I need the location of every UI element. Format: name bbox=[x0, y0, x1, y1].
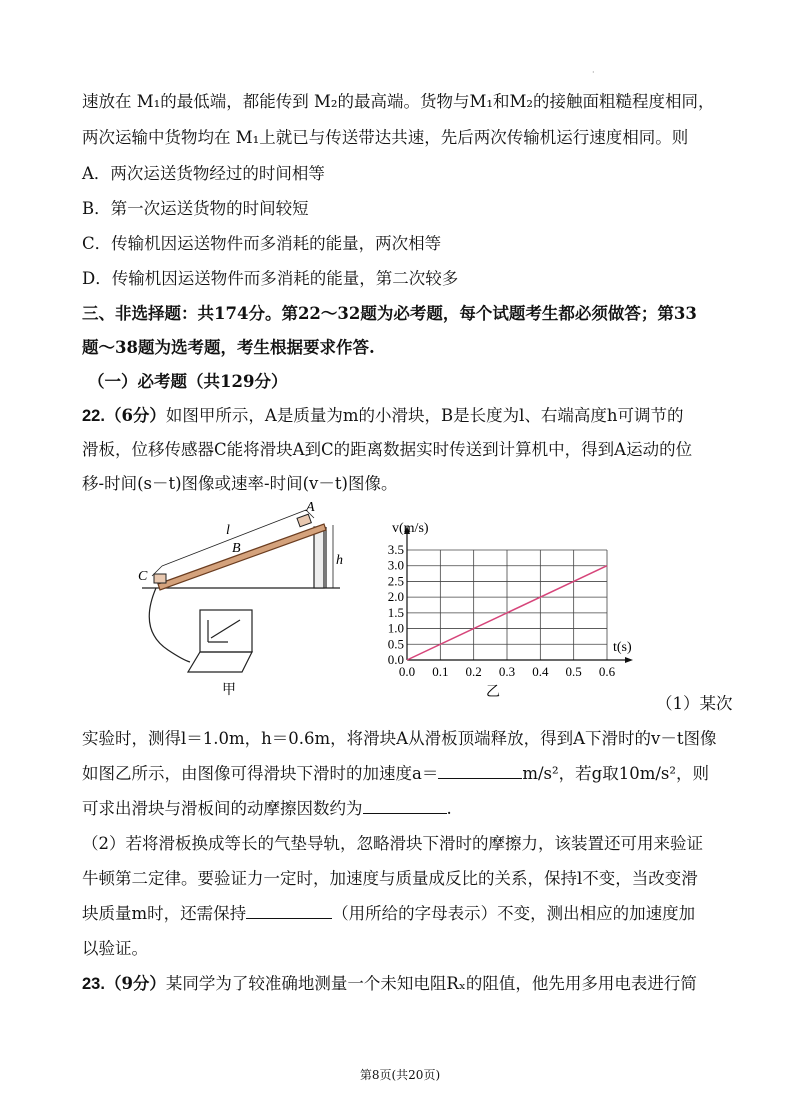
top-dot: · bbox=[592, 68, 595, 77]
q23-line1 bbox=[82, 970, 697, 994]
q22-text1: 如图甲所示，A是质量为m的小滑块，B是长度为l、右端高度h可调节的 bbox=[165, 406, 684, 425]
label-B: B bbox=[232, 541, 241, 556]
option-d: D．传输机因运送物件而多消耗的能量，第二次较多 bbox=[82, 269, 459, 288]
option-b: B．第一次运送货物的时间较短 bbox=[82, 199, 309, 218]
x-axis-arrow bbox=[625, 657, 633, 663]
q21-line1: 速放在 M₁的最低端，都能传到 M₂的最高端。货物与M₁和M₂的接触面粗糙程度相同， bbox=[82, 92, 715, 111]
q22-part2-line4: 以验证。 bbox=[82, 939, 148, 958]
caption-yi: 乙 bbox=[486, 685, 500, 700]
q23-number: 23. bbox=[82, 975, 105, 993]
y-axis-label: v(m/s) bbox=[392, 521, 429, 536]
chart-grid bbox=[407, 550, 607, 660]
q22-score: （6分） bbox=[104, 406, 166, 425]
y-tick-label: 0.0 bbox=[387, 652, 404, 667]
q22-part1-line2 bbox=[82, 760, 709, 784]
sensor-cable bbox=[149, 588, 190, 662]
q22-part1-start: （1）某次 bbox=[656, 694, 733, 713]
chart-axes bbox=[404, 526, 633, 663]
computer-icon bbox=[188, 610, 252, 672]
y-tick-label: 2.0 bbox=[387, 589, 404, 605]
q22-line1 bbox=[82, 402, 684, 426]
figure-jia bbox=[128, 500, 358, 696]
y-tick-label: 3.0 bbox=[387, 557, 404, 573]
q22-part1-period: . bbox=[446, 799, 452, 818]
y-tick-label: 1.5 bbox=[387, 604, 404, 620]
q23-score: （9分） bbox=[104, 974, 166, 993]
support-post bbox=[314, 527, 324, 588]
x-axis-label: t(s) bbox=[613, 640, 632, 655]
subsection-title: （一）必考题（共129分） bbox=[88, 372, 288, 391]
page-footer: 第8页(共20页) bbox=[359, 1068, 441, 1082]
x-tick-label: 0.3 bbox=[498, 664, 516, 679]
label-l: l bbox=[226, 523, 230, 538]
q22-line3: 移-时间(s－t)图像或速率-时间(v－t)图像。 bbox=[82, 474, 398, 493]
section3-line1: 三、非选择题：共174分。第22～32题为必考题，每个试题考生都必须做答；第33 bbox=[82, 304, 697, 323]
q23-text1: 某同学为了较准确地测量一个未知电阻Rₓ的阻值，他先用多用电表进行简 bbox=[165, 974, 697, 993]
option-a: A．两次运送货物经过的时间相等 bbox=[82, 164, 325, 183]
q21-line2: 两次运输中货物均在 M₁上就已与传送带达共速，先后两次传输机运行速度相同。则 bbox=[82, 128, 689, 147]
section3-line2: 题～38题为选考题，考生根据要求作答. bbox=[82, 338, 375, 357]
figure-yi-chart bbox=[370, 510, 640, 700]
y-tick-label: 0.5 bbox=[387, 636, 404, 652]
q22-part2-line3 bbox=[82, 900, 695, 924]
q22-part1-line1: 实验时，测得l＝1.0m，h＝0.6m，将滑块A从滑板顶端释放，得到A下滑时的v－t图像 bbox=[82, 729, 717, 748]
y-tick-label: 1.0 bbox=[387, 620, 404, 636]
q22-number: 22. bbox=[82, 407, 105, 425]
option-c: C．传输机因运送物件而多消耗的能量，两次相等 bbox=[82, 234, 442, 253]
q22-part2-line2: 牛顿第二定律。要验证力一定时，加速度与质量成反比的关系，保持l不变，当改变滑 bbox=[82, 869, 698, 888]
x-tick-label: 0.4 bbox=[532, 664, 549, 679]
q22-part2-text-a: 块质量m时，还需保持 bbox=[82, 904, 247, 923]
label-h: h bbox=[336, 553, 343, 568]
x-tick-label: 0.2 bbox=[465, 664, 482, 679]
label-A: A bbox=[306, 500, 315, 515]
q22-part2-text-b: （用所给的字母表示）不变，测出相应的加速度加 bbox=[332, 904, 696, 923]
q22-part1-text-c: 可求出滑块与滑板间的动摩擦因数约为 bbox=[82, 799, 363, 818]
slider-A bbox=[297, 514, 311, 527]
q22-part1-text-a: 如图乙所示，由图像可得滑块下滑时的加速度a＝ bbox=[82, 764, 439, 783]
y-tick-label: 3.5 bbox=[387, 542, 404, 557]
answer-blank-keep[interactable] bbox=[246, 904, 332, 919]
q22-line2: 滑板，位移传感器C能将滑块A到C的距离数据实时传送到计算机中，得到A运动的位 bbox=[82, 440, 693, 459]
y-tick-label: 2.5 bbox=[387, 573, 404, 589]
x-tick-label: 0.1 bbox=[432, 664, 449, 679]
x-tick-label: 0.0 bbox=[398, 664, 416, 679]
x-tick-label: 0.6 bbox=[598, 664, 616, 679]
caption-jia: 甲 bbox=[222, 683, 236, 696]
answer-blank-friction[interactable] bbox=[363, 799, 447, 814]
chart-ticks bbox=[388, 542, 616, 679]
x-tick-label: 0.5 bbox=[565, 664, 582, 679]
sensor-C bbox=[154, 574, 166, 583]
answer-blank-acceleration[interactable] bbox=[438, 764, 522, 779]
label-C: C bbox=[138, 569, 148, 584]
q22-part1-line3 bbox=[82, 795, 452, 819]
q22-part2-line1: （2）若将滑板换成等长的气垫导轨，忽略滑块下滑时的摩擦力，该装置还可用来验证 bbox=[82, 834, 703, 853]
slide-board-B bbox=[158, 524, 326, 590]
q22-part1-text-b: m/s²，若g取10m/s²，则 bbox=[522, 764, 709, 783]
